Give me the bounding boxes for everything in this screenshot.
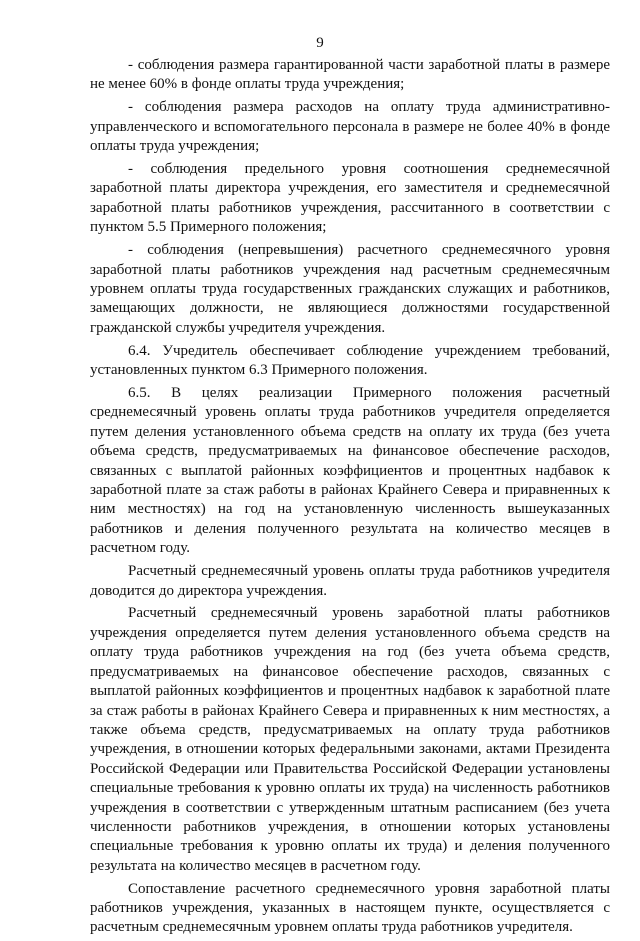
paragraph-comparison: Сопоставление расчетного среднемесячного уровня заработной платы работников учреждения, указанных в настоящем пункте, осуществляется с расчетным среднемесячным уровнем оплаты труда работников учредителя. [90, 880, 610, 936]
paragraph-6-5: 6.5. В целях реализации Примерного положения расчетный среднемесячный уровень оплаты труда работников учредителя определяется путем деления установленного объема средств на оплату их труда (без учета объема средств, предусматриваемых на финансовое обеспечение расходов, связанных с выплатой районных коэффициентов и процентных надбавок к заработной плате за стаж работы в районах Крайнего Севера и приравненных к ним местностях) на год на установленную численность вышеуказанных работников и деления полученного результата на количество месяцев в расчетном году. [90, 385, 610, 557]
paragraph-non-exceeding: - соблюдения (непревышения) расчетного среднемесячного уровня заработной платы работников учреждения над расчетным среднемесячным уровнем оплаты труда государственных гражданских служащих и работников, замещающих должности, не являющиеся должностями государственной гражданской службы учредителя учреждения. [90, 242, 610, 336]
paragraph-guaranteed-part: - соблюдения размера гарантированной части заработной платы в размере не менее 60% в фонде оплаты труда учреждения; [90, 57, 610, 93]
document-body [90, 56, 610, 941]
page-number: 9 [316, 35, 324, 51]
paragraph-institution-level: Расчетный среднемесячный уровень заработной платы работников учреждения определяется путем деления установленного объема средств на оплату труда работников учреждения на год (без учета объема средств, предусматриваемых на финансовое обеспечение расходов, связанных с выплатой районных коэффициентов и процентных надбавок к заработной плате за стаж работы в районах Крайнего Севера и приравненных к ним местностях, а также объема средств, предусматриваемых на оплату труда работников учреждения, в отношении которых федеральными законами, актами Президента Российской Федерации или Правительства Российской Федерации установлены специальные требования к уровню оплаты их труда) на численность работников учреждения в соответствии с утвержденным штатным расписанием (без учета численности работников учреждения, в отношении которых установлены специальные требования к уровню оплаты их труда) и деления полученного результата на количество месяцев в расчетном году. [90, 605, 610, 874]
paragraph-salary-ratio: - соблюдения предельного уровня соотношения среднемесячной заработной платы директора учреждения, его заместителя и среднемесячной заработной платы работников учреждения, рассчитанного в соответствии с пунктом 5.5 Примерного положения; [90, 161, 610, 236]
paragraph-6-4: 6.4. Учредитель обеспечивает соблюдение учреждением требований, установленных пунктом 6.3 Примерного положения. [90, 342, 610, 379]
paragraph-admin-expenses: - соблюдения размера расходов на оплату труда административно-управленческого и вспомогательного персонала в размере не более 40% в фонде оплаты труда учреждения; [90, 99, 610, 155]
paragraph-founder-level: Расчетный среднемесячный уровень оплаты труда работников учредителя доводится до директора учреждения. [90, 563, 610, 599]
